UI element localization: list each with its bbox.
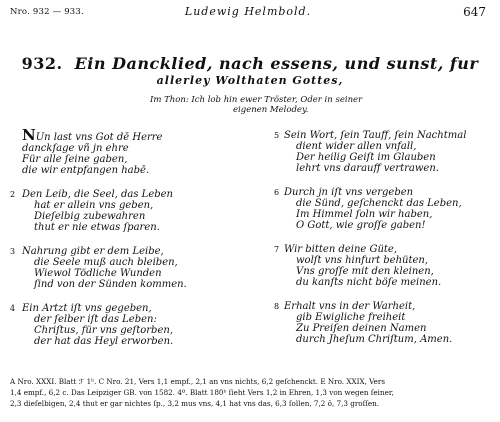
stanza-line: Nahrung gibt er dem Leibe, <box>22 246 164 257</box>
stanza-line: lehrt vns darauff vertrawen. <box>296 163 439 174</box>
drop-initial: N <box>22 126 36 144</box>
title-line-1: Ein Dancklied, nach essens, und sunst, fur <box>74 54 479 73</box>
stanza-1 <box>22 126 242 176</box>
stanza-number: 4 <box>10 304 16 313</box>
page-number: 647 <box>463 5 486 19</box>
song-title <box>0 55 500 89</box>
stanza-line: Wiewol Tödliche Wunden <box>34 268 162 279</box>
stanza-line: Vns groſſe mit den kleinen, <box>296 266 434 277</box>
stanza-line: Der heilig Geiſt im Glauben <box>296 152 436 163</box>
stanza-line: Dieſelbig zubewahren <box>34 211 146 222</box>
stanza-number: 6 <box>274 188 280 197</box>
stanza-number: 8 <box>274 302 280 311</box>
stanza-line: Für alle ſeine gaben, <box>22 154 128 165</box>
stanza-line: O Gott, wie groſſe gaben! <box>296 220 426 231</box>
stanza-line: Im Himmel ſoln wir haben, <box>296 209 433 220</box>
stanza-line: der ſelber iſt das Leben: <box>34 314 157 325</box>
verse-column-left <box>10 126 242 360</box>
stanza-line: danckſage vñ jn ehre <box>22 143 129 154</box>
stanza-number: 2 <box>10 190 16 199</box>
running-header <box>10 4 486 20</box>
footnote-line: A Nro. XXXI. Blatt ℱ 1ᵇ. C Nro. 21, Vers 1,1 empf., 2,1 an vns nichts, 6,2 geſchenckt. E Nro. XXIX, Vers <box>10 377 386 386</box>
stanza-line: dient wider allen vnfall, <box>296 141 417 152</box>
stanza-line: der hat das Heyl erworben. <box>34 336 174 347</box>
stanza-number: 7 <box>274 245 280 254</box>
footnote-line: 2,3 dieſelbigen, 2,4 thut er gar nichtes ſp., 3,2 mus vns, 4,1 hat vns das, 6,3 ſollen, 7,2 ô, 7,3 groſſen. <box>10 399 380 408</box>
melody-note-1: Im Thon: Ich lob hin ewer Tröster, Oder in seiner <box>150 95 363 105</box>
stanza-7 <box>274 244 494 288</box>
stanza-line: Durch jn iſt vns vergeben <box>284 187 414 198</box>
stanza-line: hat er allein vns geben, <box>34 200 154 211</box>
footnote-line: 1,4 empf., 6,2 c. Das Leipziger GB. von 1582. 4º. Blatt 180ᵇ ſieht Vers 1,2 in Ehren, 1,3 von wegen ſeiner, <box>10 388 394 397</box>
stanza-3 <box>10 246 242 290</box>
stanza-line: ſind von der Sünden kommen. <box>34 279 187 290</box>
verse-column-right <box>274 130 494 358</box>
song-number: 932. <box>21 54 63 73</box>
stanza-line: Ein Artzt iſt vns gegeben, <box>22 303 152 314</box>
stanza-line: Chriſtus, für vns geſtorben, <box>34 325 173 336</box>
melody-note-2: eigenen Melodey. <box>233 105 309 115</box>
stanza-line: die Seele muß auch bleiben, <box>34 257 178 268</box>
stanza-line: Zu Preiſen deinen Namen <box>296 323 427 334</box>
stanza-line: gib Ewigliche freiheit <box>296 312 406 323</box>
stanza-line: Un last vns Got dē Herre <box>35 132 163 143</box>
stanza-2 <box>10 189 242 233</box>
stanza-line: du kanſts nicht böſe meinen. <box>296 277 442 288</box>
stanza-4 <box>10 303 242 347</box>
header-range: Nro. 932 — 933. <box>10 7 84 17</box>
stanza-line: thut er nie etwas ſparen. <box>34 222 160 233</box>
stanza-number: 5 <box>274 131 280 140</box>
stanza-line: Sein Wort, ſein Tauff, ſein Nachtmal <box>284 130 467 141</box>
source-footnote <box>10 376 494 409</box>
stanza-line: wolſt vns hinfurt behüten, <box>296 255 429 266</box>
stanza-5 <box>274 130 494 174</box>
stanza-8 <box>274 301 494 345</box>
title-line-2: allerley Wolthaten Gottes, <box>156 74 344 87</box>
stanza-6 <box>274 187 494 231</box>
stanza-line: Den Leib, die Seel, das Leben <box>22 189 174 200</box>
header-author: Ludewig Helmbold. <box>184 5 312 18</box>
stanza-line: Wir bitten deine Güte, <box>284 244 398 255</box>
stanza-line: Erhalt vns in der Warheit, <box>284 301 416 312</box>
stanza-line: durch Jheſum Chriſtum, Amen. <box>296 334 453 345</box>
stanza-number: 3 <box>10 247 16 256</box>
stanza-line: die wir entpfangen habē. <box>22 165 150 176</box>
stanza-line: die Sünd, geſchenckt das Leben, <box>296 198 462 209</box>
